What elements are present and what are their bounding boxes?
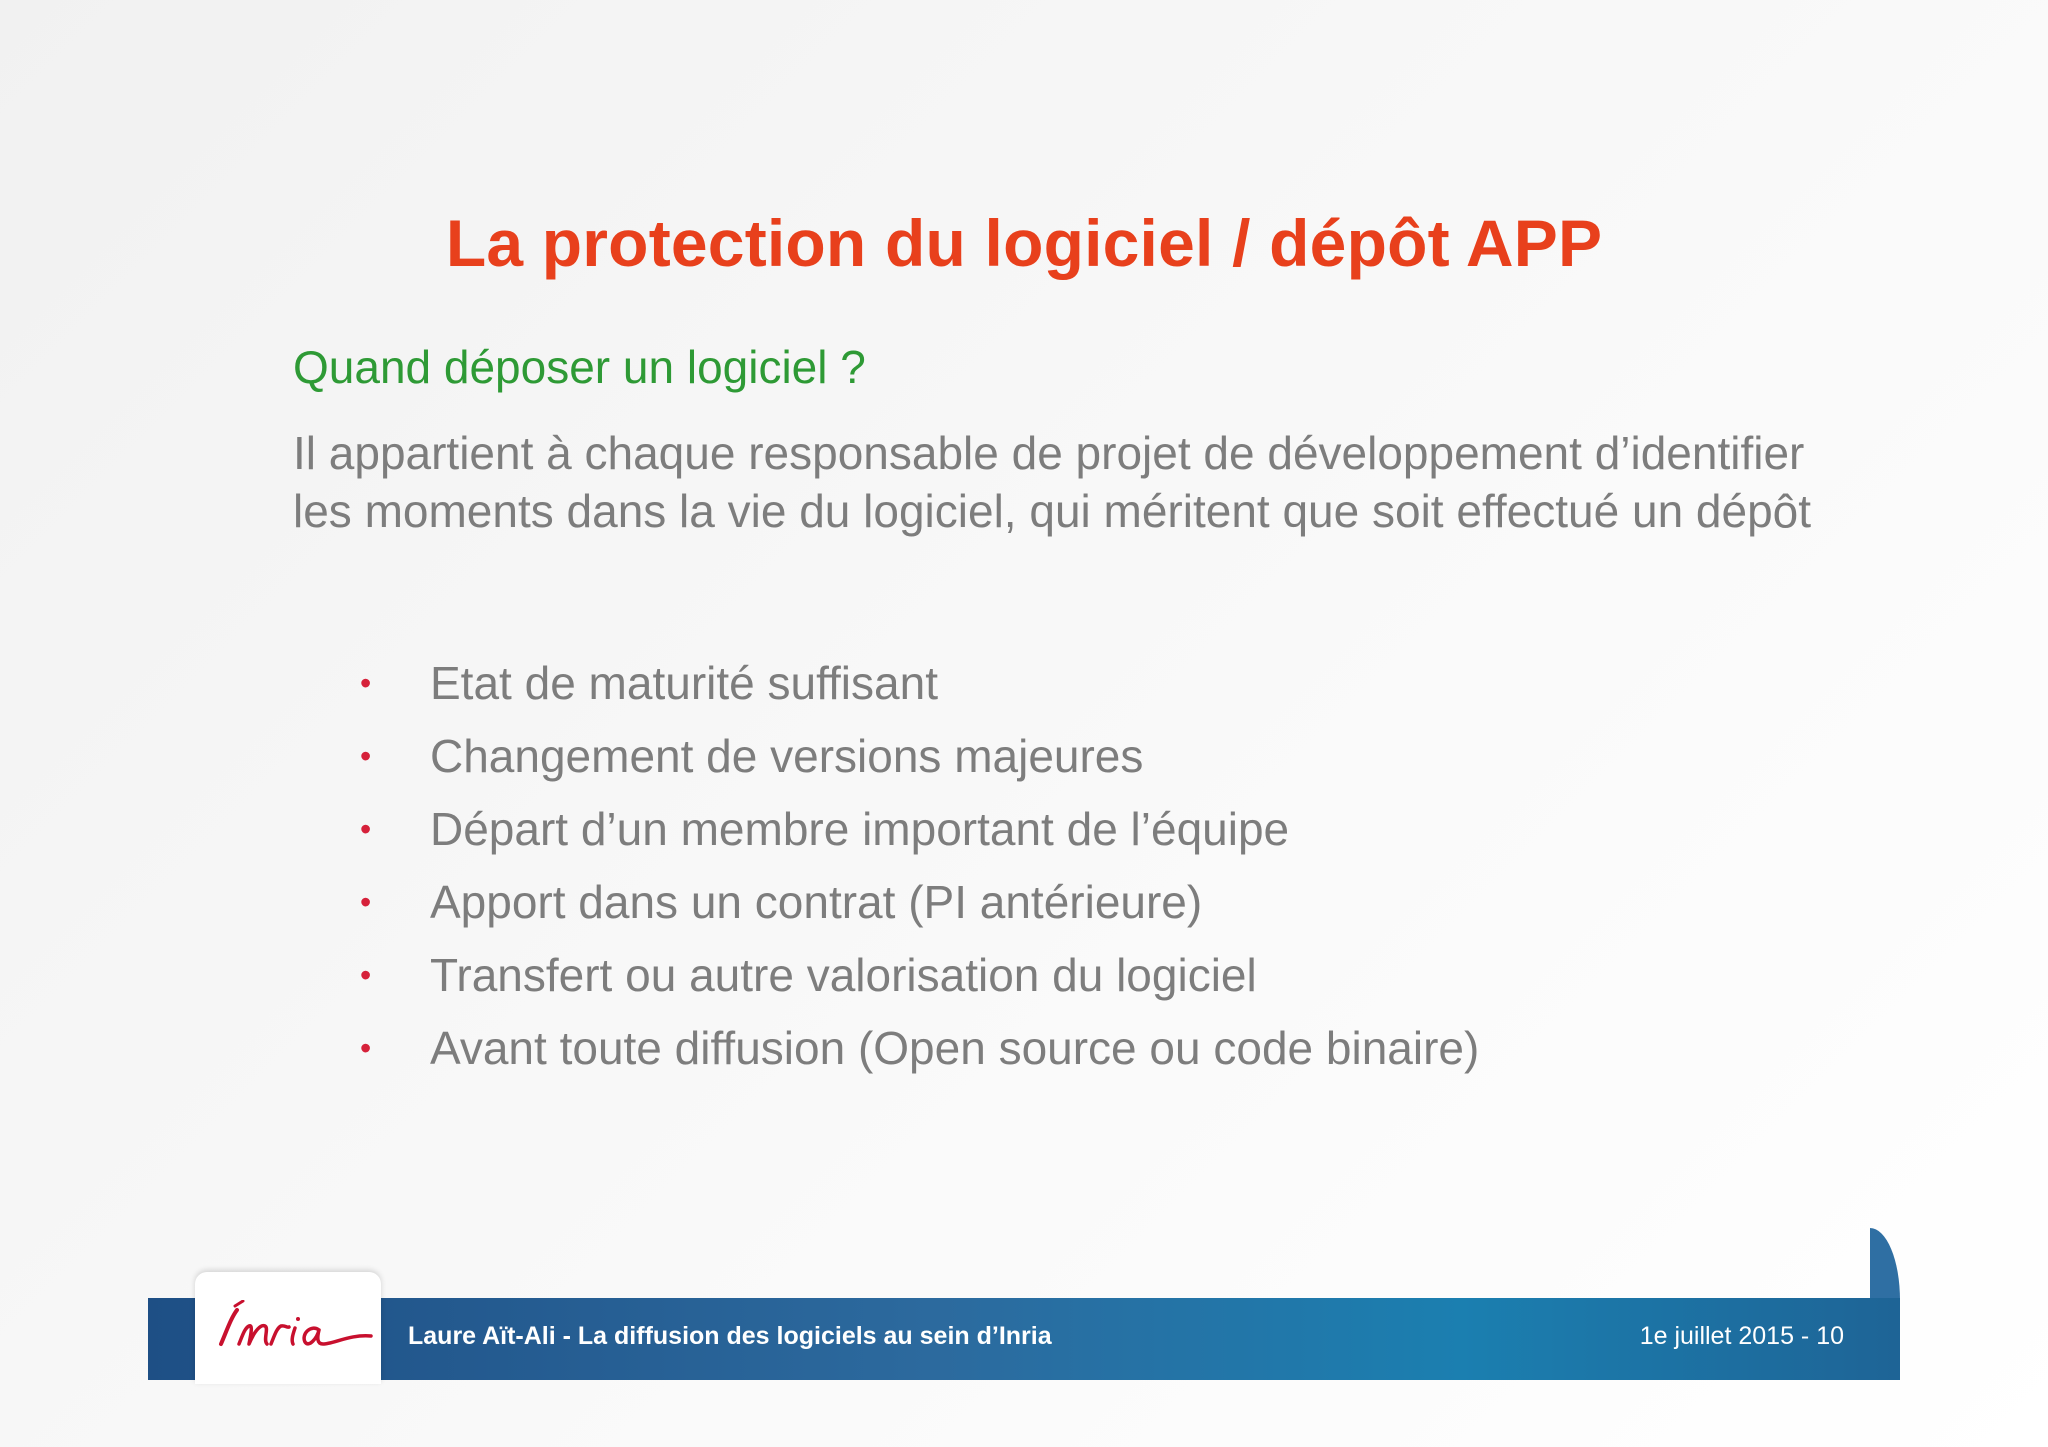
bullet-icon: • — [360, 957, 372, 993]
bullet-icon: • — [360, 811, 372, 847]
bullet-text: Apport dans un contrat (PI antérieure) — [430, 876, 1203, 928]
bullet-icon: • — [360, 665, 372, 701]
footer-date-page: 1e juillet 2015 - 10 — [1639, 1322, 1844, 1350]
bullet-icon: • — [360, 1030, 372, 1066]
bullet-icon: • — [360, 738, 372, 774]
intro-paragraph: Il appartient à chaque responsable de projet de développement d’identifier les moments dans la vie du logiciel, qui méritent que soit effectué un dépôt — [293, 427, 1812, 537]
inria-logo-icon — [201, 1300, 377, 1360]
bullet-icon: • — [360, 884, 372, 920]
footer-curve — [1870, 1228, 1900, 1300]
footer-presenter: Laure Aït-Ali - La diffusion des logiciels au sein d’Inria — [408, 1322, 1052, 1350]
bullet-text: Départ d’un membre important de l’équipe — [430, 803, 1290, 855]
bullet-text: Changement de versions majeures — [430, 730, 1144, 782]
slide-title: La protection du logiciel / dépôt APP — [445, 206, 1603, 280]
bullet-text: Avant toute diffusion (Open source ou code binaire) — [430, 1022, 1480, 1074]
bullet-text: Etat de maturité suffisant — [430, 657, 938, 709]
logo-box — [195, 1272, 381, 1384]
bullet-text: Transfert ou autre valorisation du logiciel — [430, 949, 1257, 1001]
slide-subtitle: Quand déposer un logiciel ? — [293, 341, 866, 393]
